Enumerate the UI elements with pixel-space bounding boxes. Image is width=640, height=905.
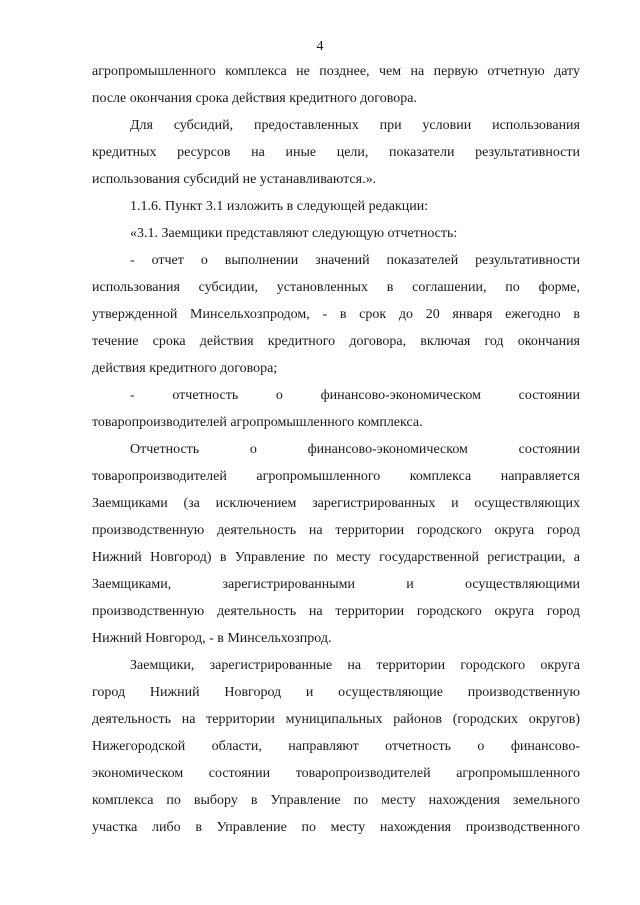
text-line: экономическом состоянии товаропроизводителей агропромышленного xyxy=(92,766,580,781)
text-line: товаропроизводителей агропромышленного комплекса направляется xyxy=(92,469,580,484)
text-line: город Нижний Новгород и осуществляющие производственную xyxy=(92,685,580,700)
text-line: после окончания срока действия кредитного договора. xyxy=(92,91,417,106)
text-line: утвержденной Минсельхозпродом, - в срок до 20 января ежегодно в xyxy=(92,307,580,322)
text-line: Нижний Новгород) в Управление по месту государственной регистрации, а xyxy=(92,550,580,565)
text-line: участка либо в Управление по месту нахождения производственного xyxy=(92,820,580,835)
text-line: Нижний Новгород, - в Минсельхозпрод. xyxy=(92,631,332,646)
text-line: производственную деятельность на территории городского округа город xyxy=(92,604,580,619)
text-line: течение срока действия кредитного договора, включая год окончания xyxy=(92,334,580,349)
text-line: Заемщиками (за исключением зарегистрированных и осуществляющих xyxy=(92,496,580,511)
text-line: производственную деятельность на территории городского округа город xyxy=(92,523,580,538)
text-line: Для субсидий, предоставленных при условии использования xyxy=(130,118,580,133)
text-line: «3.1. Заемщики представляют следующую отчетность: xyxy=(130,226,458,241)
text-line: Отчетность о финансово-экономическом состоянии xyxy=(130,442,580,457)
text-line: - отчет о выполнении значений показателей результативности xyxy=(130,253,580,268)
text-line: использования субсидий не устанавливаются.». xyxy=(92,172,377,187)
text-line: товаропроизводителей агропромышленного комплекса. xyxy=(92,415,423,430)
text-line: кредитных ресурсов на иные цели, показатели результативности xyxy=(92,145,580,160)
text-line: Заемщиками, зарегистрированными и осуществляющими xyxy=(92,577,580,592)
text-line: 1.1.6. Пункт 3.1 изложить в следующей редакции: xyxy=(130,199,429,214)
text-line: деятельность на территории муниципальных районов (городских округов) xyxy=(92,712,580,727)
text-line: - отчетность о финансово-экономическом состоянии xyxy=(130,388,580,403)
text-line: агропромышленного комплекса не позднее, чем на первую отчетную дату xyxy=(92,64,580,79)
text-line: Нижегородской области, направляют отчетность о финансово- xyxy=(92,739,580,754)
text-line: Заемщики, зарегистрированные на территории городского округа xyxy=(130,658,580,673)
text-line: действия кредитного договора; xyxy=(92,361,278,376)
page-number: 4 xyxy=(316,39,324,54)
text-line: комплекса по выбору в Управление по месту нахождения земельного xyxy=(92,793,580,808)
text-line: использования субсидии, установленных в соглашении, по форме, xyxy=(92,280,580,295)
